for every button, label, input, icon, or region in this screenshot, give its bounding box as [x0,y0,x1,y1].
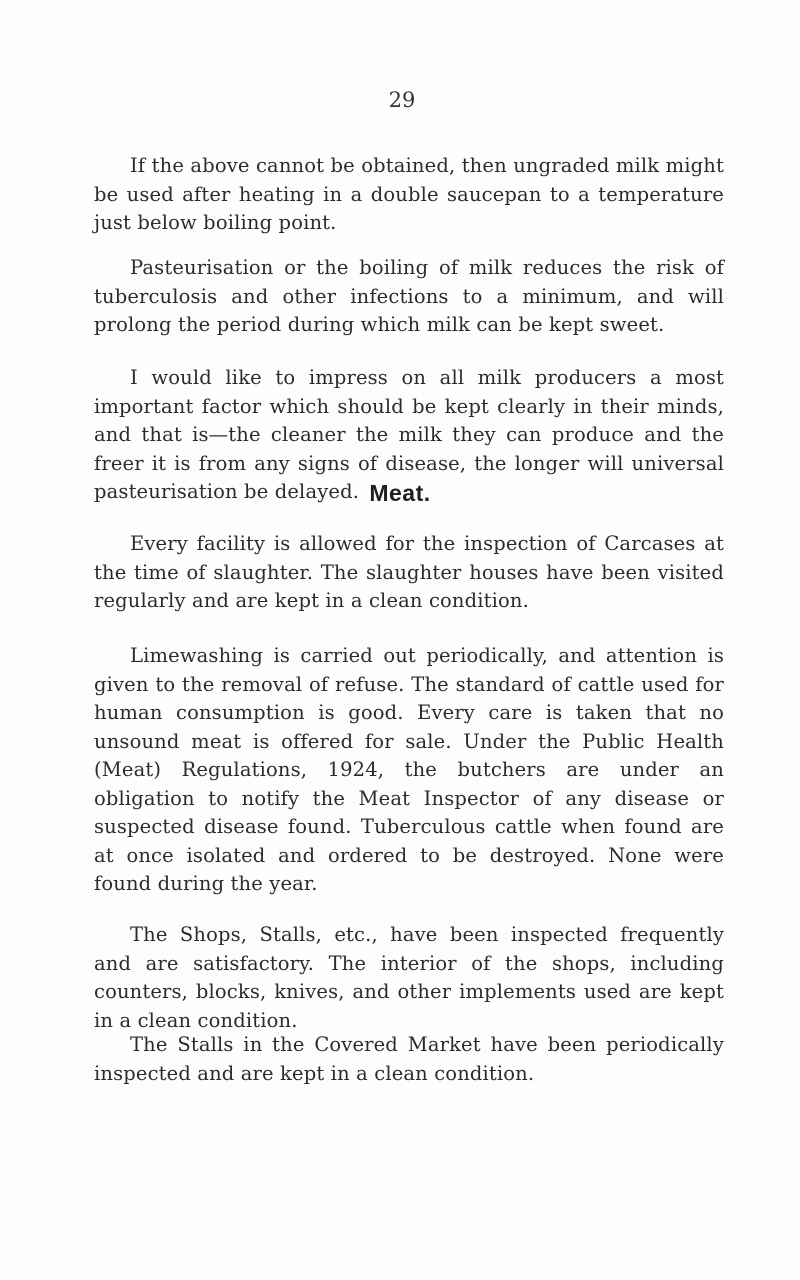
milk-paragraph-1-block [94,152,724,238]
meat-paragraph-1: Every facility is allowed for the inspection of Carcases at the time of slaughter. The slaughter houses have been visited regularly and are kept in a clean condition. [94,532,724,612]
meat-paragraph-2-block [94,642,724,899]
meat-paragraph-4: The Stalls in the Covered Market have been periodically inspected and are kept in a clean condition. [94,1033,724,1085]
meat-heading: Meat. [369,480,431,506]
milk-paragraph-2: Pasteurisation or the boiling of milk reduces the risk of tuberculosis and other infections to a minimum, and will prolong the period during which milk can be kept sweet. [94,256,724,336]
meat-paragraph-3: The Shops, Stalls, etc., have been inspected frequently and are satisfactory. The interior of the shops, including counters, blocks, knives, and other implements used are kept in a clean condition. [94,923,724,1032]
meat-paragraph-1-block [94,530,724,616]
page-number: 29 [388,88,416,112]
meat-paragraph-2: Limewashing is carried out periodically, and attention is given to the removal of refuse. The standard of cattle used for human consumption is good. Every care is taken that no unsound meat is offered for sale. Under the Public Health (Meat) Regulations, 1924, the butchers are under an obligation to notify the Meat Inspector of any disease or suspected disease found. Tuberculous cattle when found are at once isolated and ordered to be destroyed. None were found during the year. [94,644,724,895]
meat-paragraph-3-block [94,921,724,1035]
milk-paragraph-1: If the above cannot be obtained, then ungraded milk might be used after heating in a double saucepan to a temperature just below boiling point. [94,154,724,234]
milk-paragraph-2-block [94,254,724,340]
meat-paragraph-4-block [94,1031,724,1088]
milk-paragraph-3: I would like to impress on all milk producers a most important factor which should be kept clearly in their minds, and that is—the cleaner the milk they can produce and the freer it is from any signs of disease, the longer will universal pasteurisation be delayed. [94,366,724,503]
